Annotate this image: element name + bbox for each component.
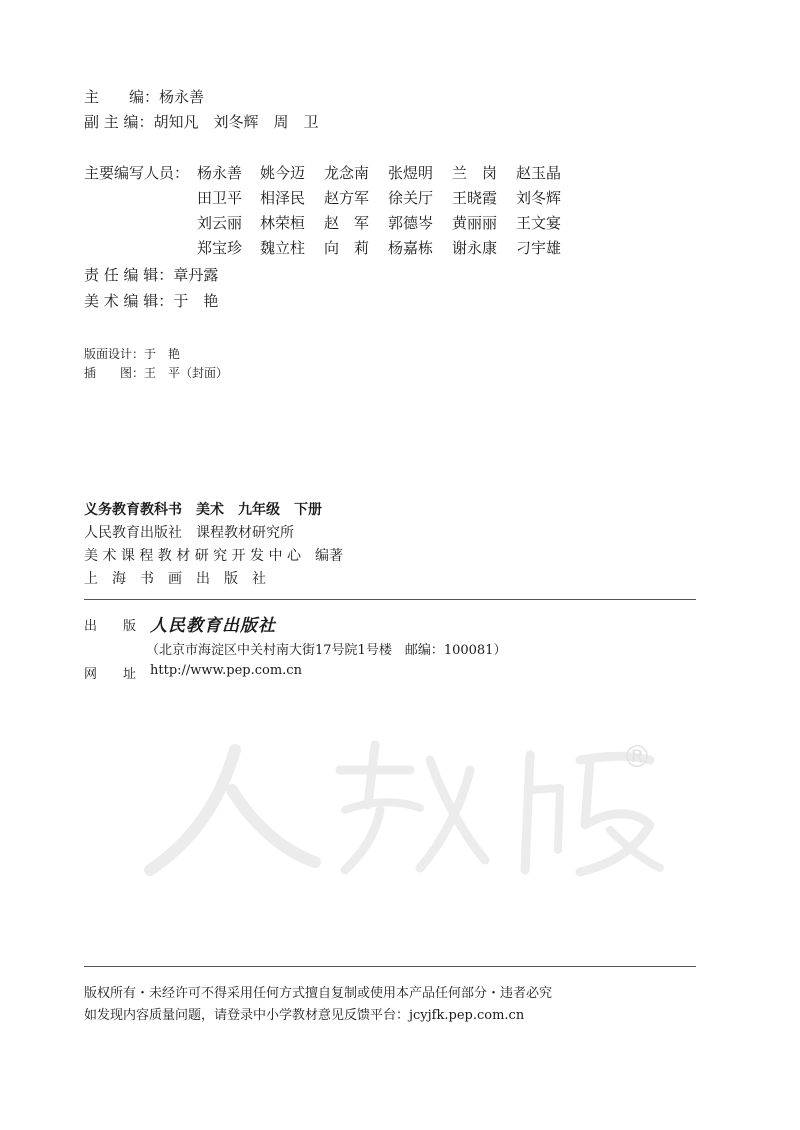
- art-editor-line: [84, 290, 218, 311]
- publishing-label: 出 版: [84, 619, 137, 634]
- publisher-line-2: 美 术 课 程 教 材 研 究 开 发 中 心 编著: [84, 548, 343, 564]
- book-title: 义务教育教科书 美术 九年级 下册: [84, 502, 322, 518]
- divider-top: [84, 599, 696, 600]
- writer-name: 田卫平: [197, 189, 243, 207]
- art-editor-label: 美 术 编 辑：: [84, 292, 174, 310]
- illustration-credit: 插 图：王 平（封面）: [84, 366, 229, 380]
- writer-name: 谢永康: [452, 239, 498, 257]
- watermark-calligraphy-icon: [140, 730, 700, 880]
- writer-name: 杨嘉栋: [388, 239, 434, 257]
- website-link[interactable]: http://www.pep.com.cn: [150, 663, 302, 678]
- writer-name: 郭德岑: [388, 214, 434, 232]
- responsible-editor-name: 章丹露: [173, 266, 219, 284]
- writer-name: 刘冬辉: [516, 189, 562, 207]
- writer-name: 向 莉: [324, 239, 370, 257]
- writer-name: 郑宝珍: [197, 239, 243, 257]
- writer-name: 赵 军: [324, 214, 370, 232]
- writer-name: 兰 岗: [452, 164, 498, 182]
- layout-design-credit: 版面设计：于 艳: [84, 347, 181, 361]
- writer-name: 刁宇雄: [516, 239, 562, 257]
- writer-name: 黄丽丽: [452, 214, 498, 232]
- writer-name: 魏立柱: [260, 239, 306, 257]
- writer-name: 王文宴: [516, 214, 562, 232]
- writer-name: 杨永善: [197, 164, 243, 182]
- copyright-notice: 版权所有・未经许可不得采用任何方式擅自复制或使用本产品任何部分・违者必究: [84, 986, 553, 1001]
- writer-name: 徐关厅: [388, 189, 434, 207]
- divider-bottom: [84, 966, 696, 967]
- chief-editor-label: 主 编：: [84, 88, 160, 106]
- writer-name: 张煜明: [388, 164, 434, 182]
- website-label: 网 址: [84, 667, 137, 682]
- publisher-line-3: 上 海 书 画 出 版 社: [84, 571, 266, 587]
- writers-label: 主要编写人员：: [84, 164, 190, 182]
- art-editor-name: 于 艳: [173, 292, 219, 310]
- chief-editor-line: [84, 86, 204, 107]
- writer-name: 赵玉晶: [516, 164, 562, 182]
- publisher-address: （北京市海淀区中关村南大街17号院1号楼 邮编：100081）: [146, 643, 507, 658]
- feedback-notice: 如发现内容质量问题，请登录中小学教材意见反馈平台：jcyjfk.pep.com.cn: [84, 1008, 525, 1023]
- registered-mark-icon: ®: [622, 740, 652, 775]
- writer-name: 刘云丽: [197, 214, 243, 232]
- responsible-editor-line: [84, 264, 218, 285]
- writer-name: 王晓霞: [452, 189, 498, 207]
- writer-name: 姚今迈: [260, 164, 306, 182]
- deputy-editor-line: [84, 111, 319, 132]
- publisher-calligraphy-logo: 人民教育出版社: [150, 616, 276, 636]
- deputy-editor-label: 副 主 编：: [84, 113, 154, 131]
- watermark-logo: [140, 730, 700, 880]
- publisher-line-1: 人民教育出版社 课程教材研究所: [84, 525, 294, 541]
- writer-name: 赵方军: [324, 189, 370, 207]
- chief-editor-name: 杨永善: [159, 88, 205, 106]
- writer-name: 龙念南: [324, 164, 370, 182]
- deputy-editor-names: 胡知凡 刘冬辉 周 卫: [153, 113, 319, 131]
- responsible-editor-label: 责 任 编 辑：: [84, 266, 174, 284]
- writer-name: 林荣桓: [260, 214, 306, 232]
- writer-name: 相泽民: [260, 189, 306, 207]
